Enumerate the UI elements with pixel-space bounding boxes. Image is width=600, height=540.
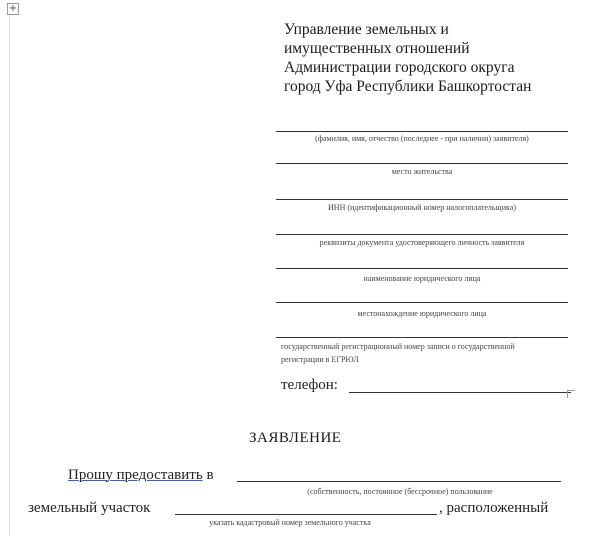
registration-caption-line2: регистрации в ЕГРЮЛ [281, 355, 359, 364]
full-name-field[interactable] [276, 131, 568, 132]
addressee-line: Управление земельных и [284, 21, 449, 38]
full-name-continuation-field[interactable] [276, 163, 568, 164]
inn-caption: ИНН (идентификационный номер налогоплательщика) [328, 203, 516, 212]
legal-location-caption: местонахождение юридического лица [357, 309, 487, 318]
cadastral-caption: указать кадастровый номер земельного участка [209, 518, 371, 527]
phone-field[interactable] [349, 392, 571, 393]
right-type-field[interactable] [237, 481, 561, 482]
addressee-line: имущественных отношений [284, 40, 470, 57]
request-row [68, 466, 568, 488]
residence-caption: место жительства [391, 167, 453, 176]
registration-caption-line1: государственный регистрационный номер записи о государственной [281, 342, 515, 351]
addressee-line: город Уфа Республики Башкортостан [284, 78, 532, 95]
inn-field[interactable] [276, 199, 568, 200]
addressee-line: Администрации городского округа [284, 59, 515, 76]
request-underlined-text: Прошу предоставить [68, 467, 203, 483]
registration-number-field[interactable] [276, 337, 568, 338]
plot-label: земельный участок [28, 500, 151, 516]
phone-row [281, 376, 571, 396]
request-text [68, 466, 214, 484]
legal-name-caption: наименование юридического лица [363, 274, 481, 283]
request-suffix: в [202, 467, 214, 483]
id-document-field[interactable] [276, 234, 568, 235]
move-handle-icon[interactable]: + [8, 3, 18, 14]
legal-name-field[interactable] [276, 268, 568, 269]
corner-mark-icon [567, 390, 575, 398]
plot-suffix: , расположенный [439, 500, 549, 516]
full-name-caption: (фамилия, имя, отчество (последнее - при наличии) заявителя) [315, 134, 529, 143]
legal-location-field[interactable] [276, 302, 568, 303]
statement-title: ЗАЯВЛЕНИЕ [249, 430, 342, 446]
right-type-caption: (собственность, постоянное (бессрочное) пользование [307, 487, 493, 496]
phone-label: телефон: [281, 377, 338, 393]
addressee-block [284, 20, 584, 96]
cadastral-number-field[interactable] [175, 514, 437, 515]
id-document-caption: реквизиты документа удостоверяющего личность заявителя [319, 238, 525, 247]
